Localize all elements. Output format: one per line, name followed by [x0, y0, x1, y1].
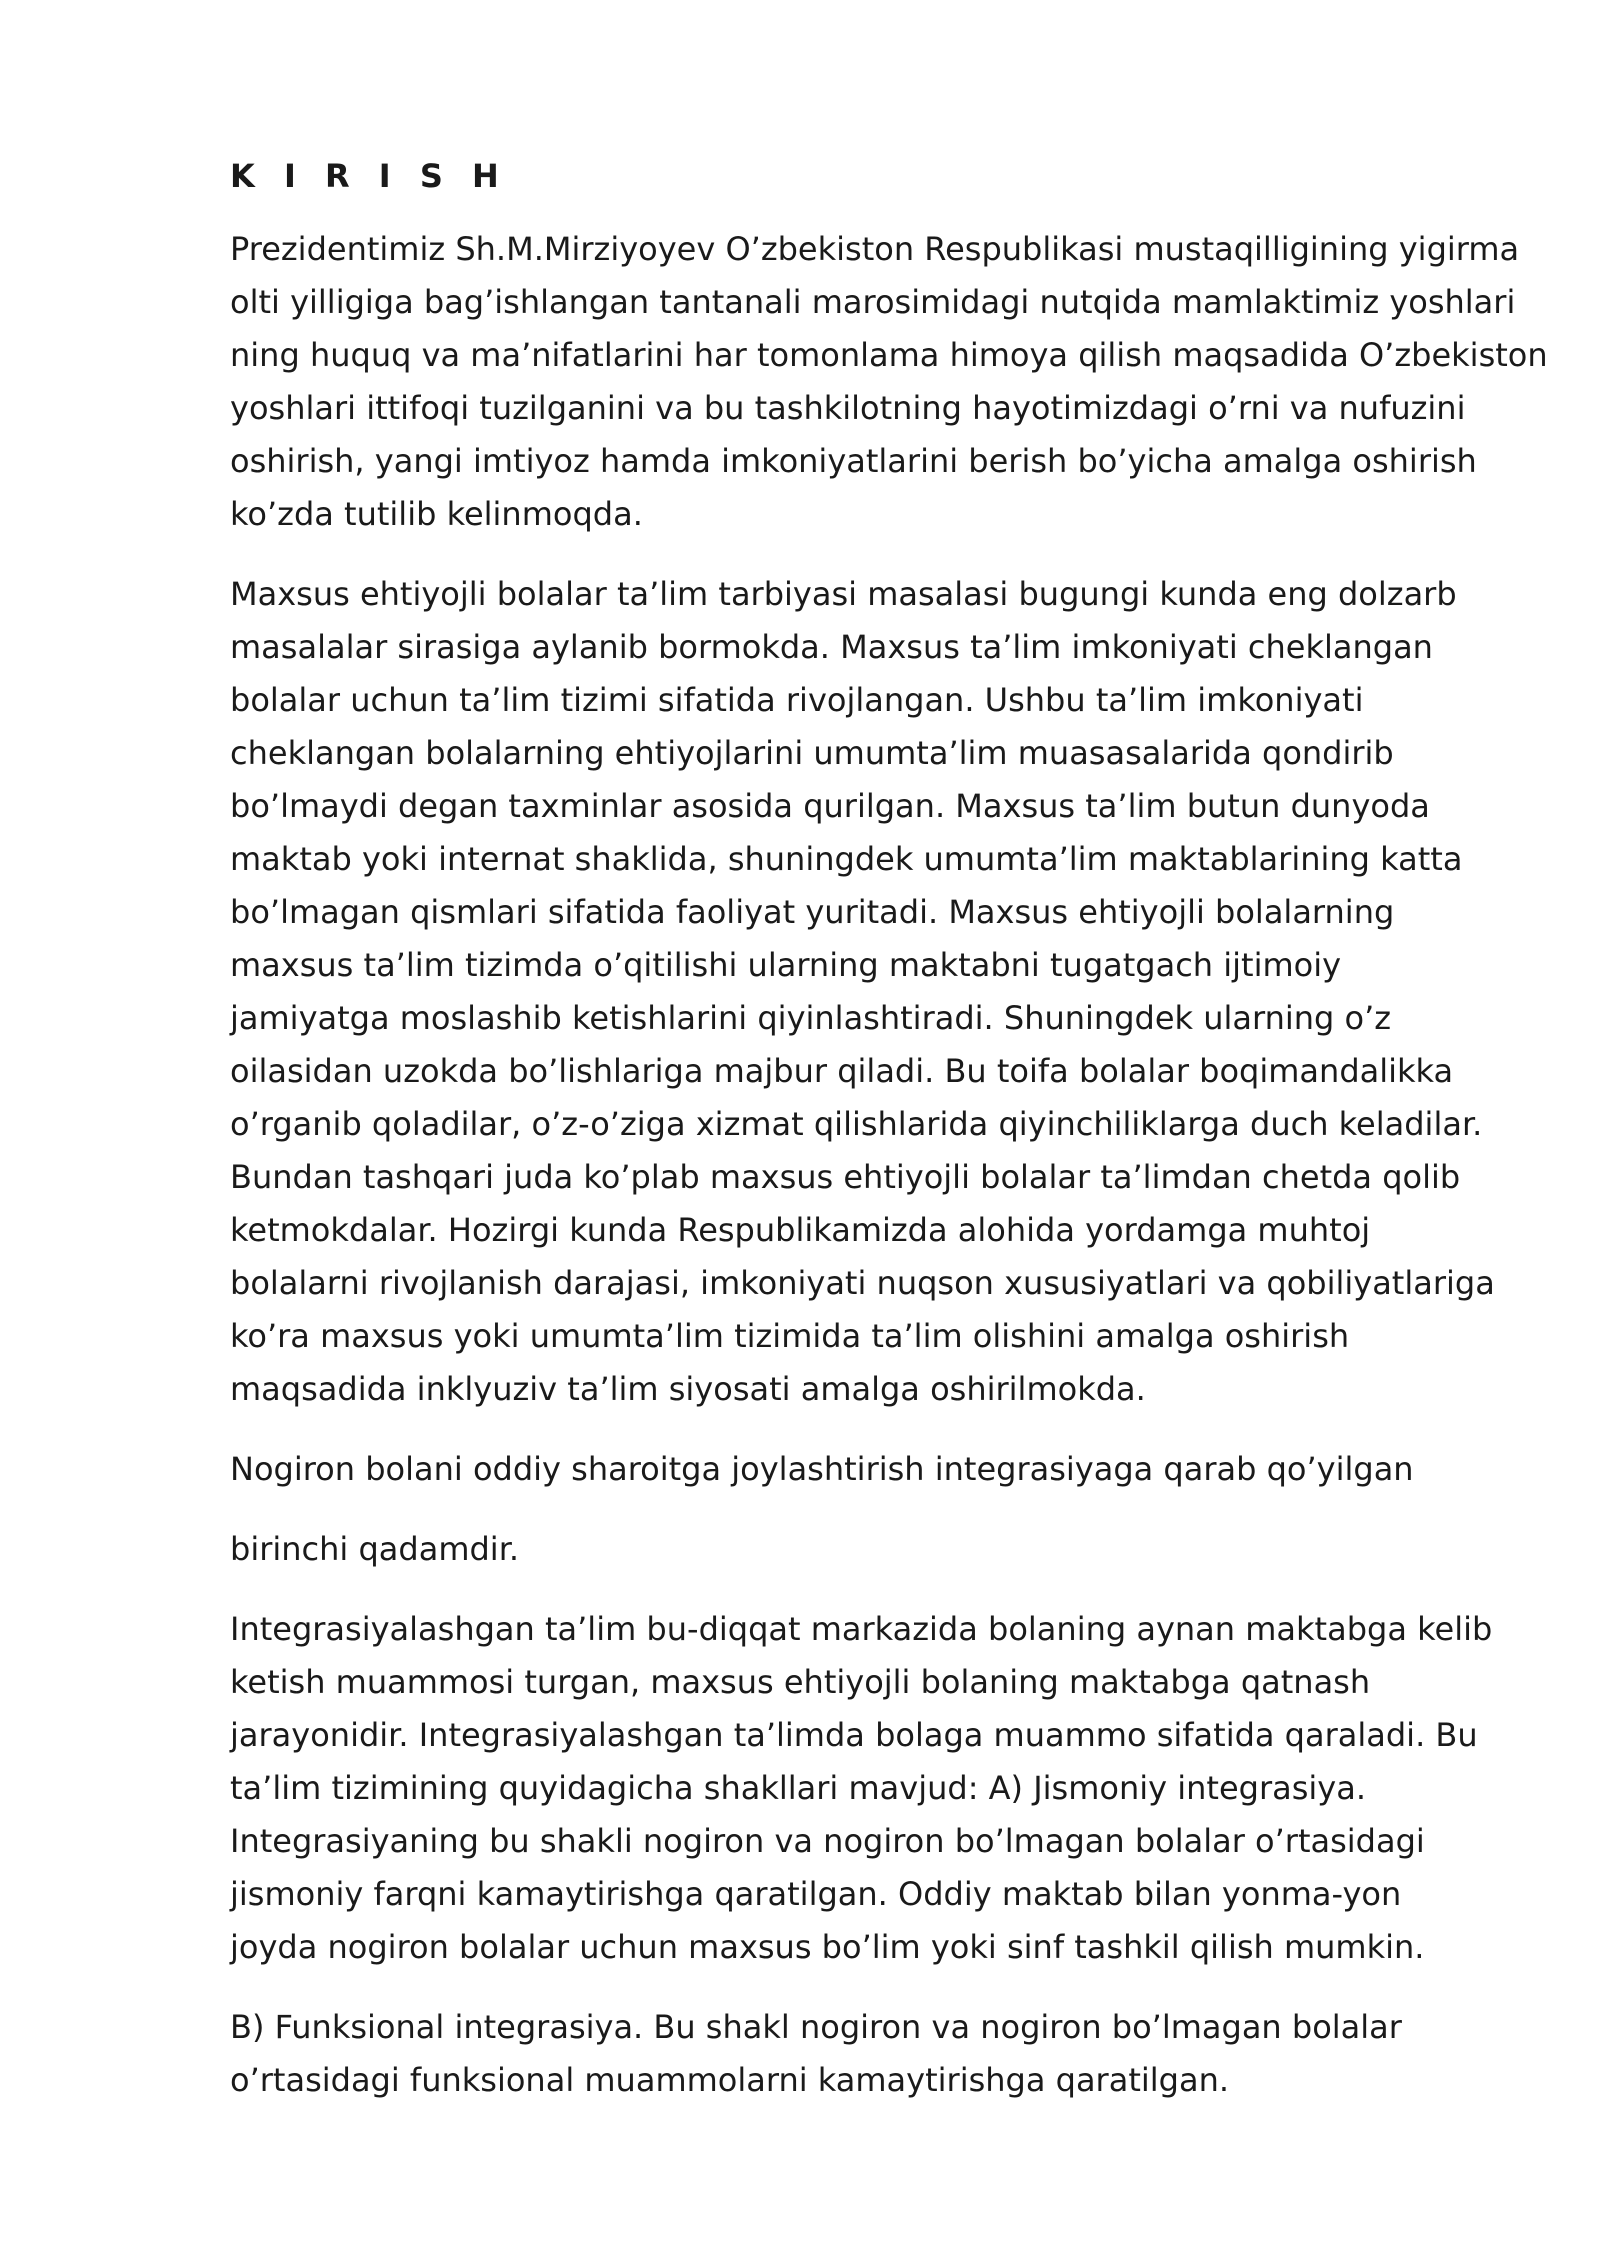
text-line: ketmokdalar. Hozirgi kunda Respublikamizda alohida yordamga muhtoj [230, 1211, 1371, 1249]
paragraph-functional [230, 2001, 1500, 2107]
paragraph-intro [230, 223, 1548, 541]
text-line: Integrasiyalashgan ta’lim bu-diqqat markazida bolaning aynan maktabga kelib [230, 1610, 1493, 1648]
text-line: ketish muammosi turgan, maxsus ehtiyojli bolaning maktabga qatnash [230, 1663, 1371, 1701]
text-line: ko’zda tutilib kelinmoqda. [230, 495, 643, 533]
text-line: masalalar sirasiga aylanib bormokda. Maxsus ta’lim imkoniyati cheklangan [230, 628, 1433, 666]
text-line: maktab yoki internat shaklida, shuningdek umumta’lim maktablarining katta [230, 840, 1463, 878]
text-line: bo’lmaydi degan taxminlar asosida qurilgan. Maxsus ta’lim butun dunyoda [230, 787, 1430, 825]
text-line: o’rganib qoladilar, o’z-o’ziga xizmat qilishlarida qiyinchiliklarga duch keladilar. [230, 1105, 1483, 1143]
text-line: ning huquq va ma’nifatlarini har tomonlama himoya qilish maqsadida O’zbekiston [230, 336, 1548, 374]
text-line: birinchi qadamdir. [230, 1530, 520, 1568]
text-line: jismoniy farqni kamaytirishga qaratilgan. Oddiy maktab bilan yonma-yon [230, 1875, 1402, 1913]
text-line: maxsus ta’lim tizimda o’qitilishi ularning maktabni tugatgach ijtimoiy [230, 946, 1342, 984]
text-line: joyda nogiron bolalar uchun maxsus bo’lim yoki sinf tashkil qilish mumkin. [230, 1928, 1425, 1966]
text-line: bolalarni rivojlanish darajasi, imkoniyati nuqson xususiyatlari va qobiliyatlariga [230, 1264, 1495, 1302]
text-line: jamiyatga moslashib ketishlarini qiyinlashtiradi. Shuningdek ularning o’z [230, 999, 1392, 1037]
paragraph-first-step [230, 1443, 1500, 1496]
text-line: oilasidan uzokda bo’lishlariga majbur qiladi. Bu toifa bolalar boqimandalikka [230, 1052, 1454, 1090]
text-line: o’rtasidagi funksional muammolarni kamaytirishga qaratilgan. [230, 2061, 1230, 2099]
text-line: Bundan tashqari juda ko’plab maxsus ehtiyojli bolalar ta’limdan chetda qolib [230, 1158, 1461, 1196]
text-line: maqsadida inklyuziv ta’lim siyosati amalga oshirilmokda. [230, 1370, 1146, 1408]
text-line: ta’lim tizimining quyidagicha shakllari mavjud: A) Jismoniy integrasiya. [230, 1769, 1366, 1807]
text-line: Prezidentimiz Sh.M.Mirziyoyev O’zbekiston Respublikasi mustaqilligining yigirma [230, 230, 1520, 268]
text-line: oshirish, yangi imtiyoz hamda imkoniyatlarini berish bo’yicha amalga oshirish [230, 442, 1477, 480]
document-body [230, 150, 1548, 2134]
paragraph-special-needs [230, 568, 1500, 1416]
text-line: B) Funksional integrasiya. Bu shakl nogiron va nogiron bo’lmagan bolalar [230, 2008, 1402, 2046]
text-line: Nogiron bolani oddiy sharoitga joylashtirish integrasiyaga qarab qo’yilgan [230, 1450, 1414, 1488]
paragraph-first-step-end [230, 1523, 1500, 1576]
text-line: cheklangan bolalarning ehtiyojlarini umumta’lim muasasalarida qondirib [230, 734, 1394, 772]
text-line: bo’lmagan qismlari sifatida faoliyat yuritadi. Maxsus ehtiyojli bolalarning [230, 893, 1395, 931]
text-line: bolalar uchun ta’lim tizimi sifatida rivojlangan. Ushbu ta’lim imkoniyati [230, 681, 1364, 719]
text-line: Maxsus ehtiyojli bolalar ta’lim tarbiyasi masalasi bugungi kunda eng dolzarb [230, 575, 1457, 613]
text-line: olti yilligiga bag’ishlangan tantanali marosimidagi nutqida mamlaktimiz yoshlari [230, 283, 1516, 321]
paragraph-integration [230, 1603, 1500, 1974]
section-heading: K I R I S H [230, 157, 508, 195]
text-line: ko’ra maxsus yoki umumta’lim tizimida ta’lim olishini amalga oshirish [230, 1317, 1350, 1355]
text-line: jarayonidir. Integrasiyalashgan ta’limda bolaga muammo sifatida qaraladi. Bu [230, 1716, 1478, 1754]
text-line: yoshlari ittifoqi tuzilganini va bu tashkilotning hayotimizdagi o’rni va nufuzini [230, 389, 1466, 427]
text-line: Integrasiyaning bu shakli nogiron va nogiron bo’lmagan bolalar o’rtasidagi [230, 1822, 1425, 1860]
